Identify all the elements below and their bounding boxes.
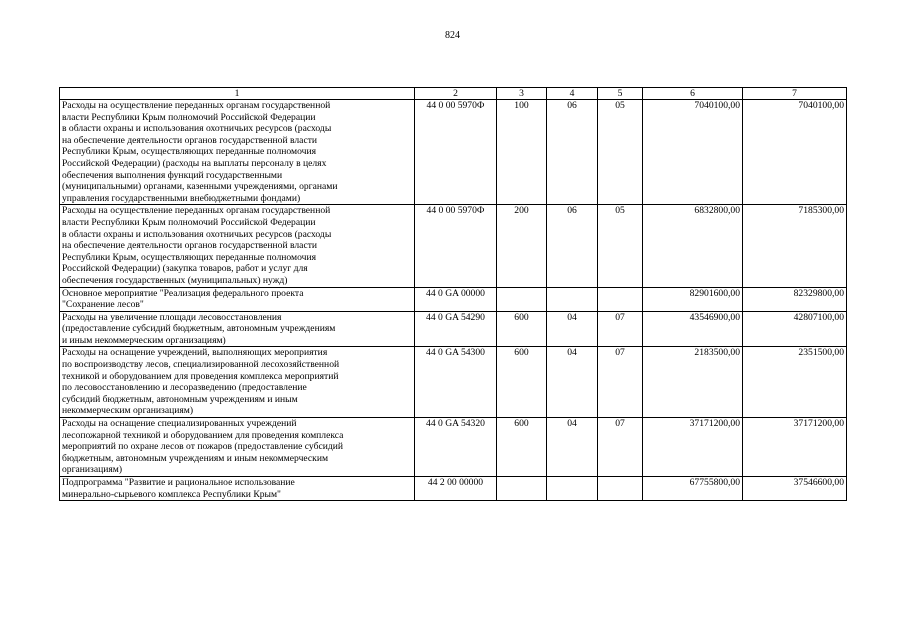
table-row <box>60 477 847 501</box>
row-expense-type <box>497 287 547 311</box>
row-code: 44 0 GA 54300 <box>415 347 497 418</box>
row-expense-type <box>497 477 547 501</box>
row-code: 44 0 GA 54290 <box>415 311 497 347</box>
row-expense-type: 600 <box>497 311 547 347</box>
row-expense-type: 100 <box>497 100 547 205</box>
row-amount-col7: 7040100,00 <box>743 100 847 205</box>
row-code: 44 0 00 5970Ф <box>415 100 497 205</box>
row-subsection: 07 <box>598 418 643 477</box>
column-header: 1 <box>60 88 415 100</box>
header-row <box>60 88 847 100</box>
table-row <box>60 100 847 205</box>
row-code: 44 0 GA 54320 <box>415 418 497 477</box>
row-amount-col7: 7185300,00 <box>743 205 847 287</box>
column-header: 5 <box>598 88 643 100</box>
row-description: Расходы на оснащение специализированных учреждений лесопожарной техникой и оборудованием для проведения комплекса мероприятий по охране лесов от пожаров (предоставление субсидий бюджетным, автономным учреждениям и иным некоммерческим организациям) <box>60 418 415 477</box>
row-amount-col6: 2183500,00 <box>643 347 743 418</box>
column-header: 2 <box>415 88 497 100</box>
row-amount-col7: 37171200,00 <box>743 418 847 477</box>
row-amount-col7: 82329800,00 <box>743 287 847 311</box>
column-header: 7 <box>743 88 847 100</box>
row-subsection <box>598 477 643 501</box>
row-amount-col6: 6832800,00 <box>643 205 743 287</box>
row-subsection <box>598 287 643 311</box>
row-section: 04 <box>547 311 598 347</box>
row-description: Основное мероприятие "Реализация федерального проекта "Сохранение лесов" <box>60 287 415 311</box>
column-header: 4 <box>547 88 598 100</box>
table-row <box>60 287 847 311</box>
row-code: 44 0 00 5970Ф <box>415 205 497 287</box>
row-amount-col7: 37546600,00 <box>743 477 847 501</box>
row-subsection: 07 <box>598 311 643 347</box>
page-number: 824 <box>445 30 460 41</box>
row-description: Расходы на осуществление переданных органам государственной власти Республики Крым полномочий Российской Федерации в области охраны и использования охотничьих ресурсов (расходы на обеспечение деятельности органов государственной власти Республики Крым, осуществляющих переданные полномочия Российской Федерации) (закупка товаров, работ и услуг для обеспечения государственных (муниципальных) нужд) <box>60 205 415 287</box>
row-section <box>547 287 598 311</box>
row-amount-col6: 82901600,00 <box>643 287 743 311</box>
row-subsection: 05 <box>598 100 643 205</box>
row-code: 44 2 00 00000 <box>415 477 497 501</box>
row-section: 04 <box>547 418 598 477</box>
row-subsection: 05 <box>598 205 643 287</box>
row-expense-type: 600 <box>497 418 547 477</box>
row-amount-col7: 42807100,00 <box>743 311 847 347</box>
row-description: Расходы на увеличение площади лесовосстановления (предоставление субсидий бюджетным, автономным учреждениям и иным некоммерческим организациям) <box>60 311 415 347</box>
row-amount-col6: 43546900,00 <box>643 311 743 347</box>
table-row <box>60 205 847 287</box>
table-row <box>60 347 847 418</box>
row-description: Расходы на оснащение учреждений, выполняющих мероприятия по воспроизводству лесов, специализированной лесохозяйственной техникой и оборудованием для проведения комплекса мероприятий по лесовосстановлению и лесоразведению (предоставление субсидий бюджетным, автономным учреждениям и иным некоммерческим организациям) <box>60 347 415 418</box>
row-amount-col6: 37171200,00 <box>643 418 743 477</box>
row-section: 06 <box>547 205 598 287</box>
column-header: 3 <box>497 88 547 100</box>
column-header: 6 <box>643 88 743 100</box>
row-amount-col7: 2351500,00 <box>743 347 847 418</box>
table-row <box>60 311 847 347</box>
row-description: Расходы на осуществление переданных органам государственной власти Республики Крым полномочий Российской Федерации в области охраны и использования охотничьих ресурсов (расходы на обеспечение деятельности органов государственной власти Республики Крым, осуществляющих переданные полномочия Российской Федерации) (расходы на выплаты персоналу в целях обеспечения выполнения функций государственными (муниципальными) органами, казенными учреждениями, органами управления государственными внебюджетными фондами) <box>60 100 415 205</box>
row-section: 06 <box>547 100 598 205</box>
row-amount-col6: 67755800,00 <box>643 477 743 501</box>
budget-table <box>59 87 847 501</box>
row-expense-type: 600 <box>497 347 547 418</box>
row-expense-type: 200 <box>497 205 547 287</box>
row-description: Подпрограмма "Развитие и рациональное использование минерально-сырьевого комплекса Республики Крым" <box>60 477 415 501</box>
row-section: 04 <box>547 347 598 418</box>
row-subsection: 07 <box>598 347 643 418</box>
table-row <box>60 418 847 477</box>
row-amount-col6: 7040100,00 <box>643 100 743 205</box>
row-code: 44 0 GA 00000 <box>415 287 497 311</box>
row-section <box>547 477 598 501</box>
